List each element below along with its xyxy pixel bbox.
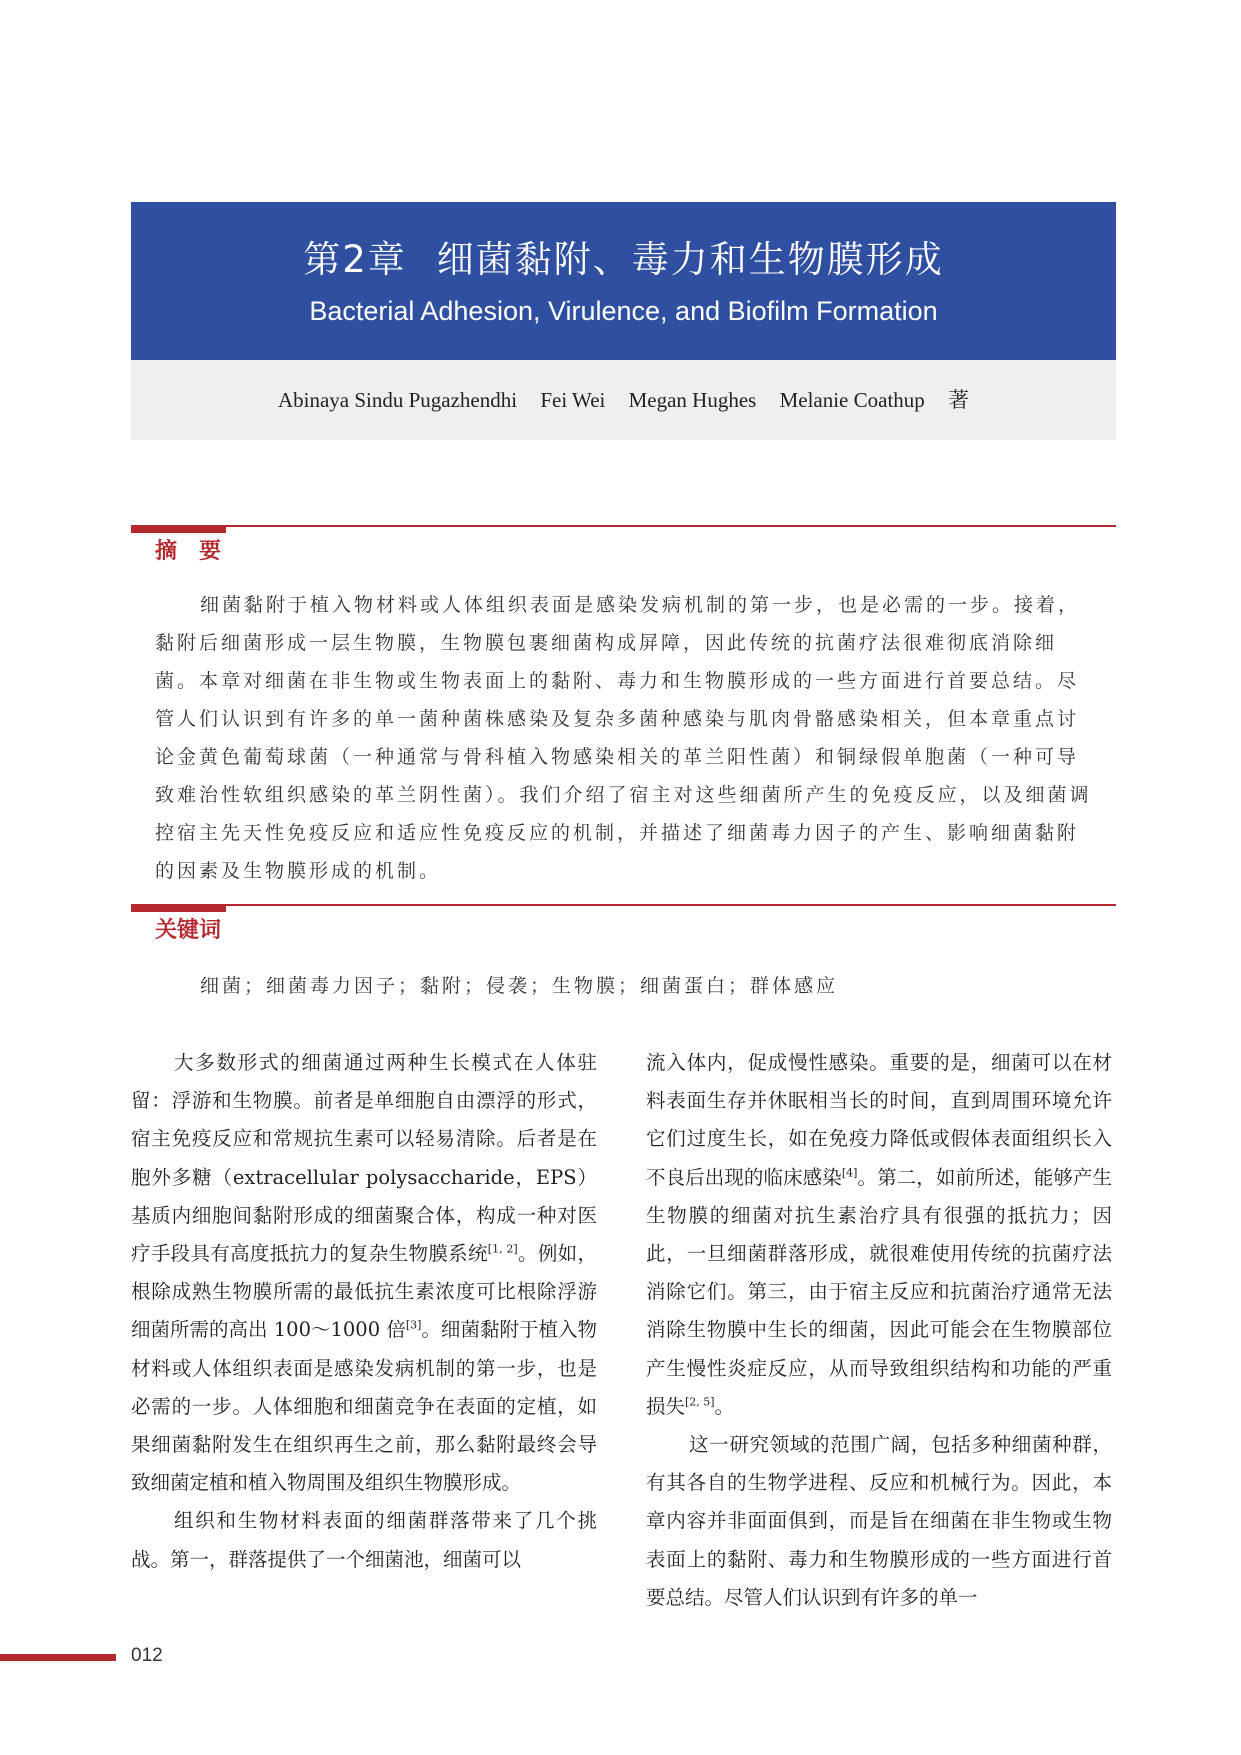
citation: [1, 2]	[487, 1242, 518, 1256]
author-name: Fei Wei	[540, 388, 606, 412]
paragraph-text: 。第二，如前所述，能够产生生物膜的细菌对抗生素治疗具有很强的抵抗力；因此，一旦细菌群落形成，就很难使用传统的抗菌疗法消除它们。第三，由于宿主反应和抗菌治疗通常无法消除生物膜中生长的细菌，因此可能会在生物膜部位产生慢性炎症反应，从而导致组织结构和功能的严重损失	[646, 1165, 1112, 1418]
chapter-title-cn-text: 细菌黏附、毒力和生物膜形成	[436, 238, 944, 281]
body-column-right	[646, 1044, 1112, 1617]
author-suffix: 著	[948, 388, 970, 412]
body-paragraph: 组织和生物材料表面的细菌群落带来了几个挑战。第一，群落提供了一个细菌池，细菌可以	[131, 1509, 597, 1571]
keywords-list: 细菌；细菌毒力因子；黏附；侵袭；生物膜；细菌蛋白；群体感应	[200, 975, 839, 997]
body-paragraph: 这一研究领域的范围广阔，包括多种细菌种群，有其各自的生物学进程、反应和机械行为。因此，本章内容并非面面俱到，而是旨在细菌在非生物或生物表面上的黏附、毒力和生物膜形成的一些方面进行首要总结。尽管人们认识到有许多的单一	[646, 1433, 1112, 1609]
keywords-heading: 关键词	[155, 918, 222, 943]
citation: [2, 5]	[685, 1395, 715, 1409]
keywords-rule	[131, 904, 1116, 906]
citation: [4]	[841, 1166, 858, 1180]
body-paragraph	[131, 1044, 597, 1502]
author-name: Abinaya Sindu Pugazhendhi	[277, 388, 518, 412]
page-number: 012	[131, 1645, 163, 1666]
body-paragraph	[646, 1044, 1112, 1426]
paragraph-text: 。细菌黏附于植入物材料或人体组织表面是感染发病机制的第一步，也是必需的一步。人体细胞和细菌竞争在表面的定植，如果细菌黏附发生在组织再生之前，那么黏附最终会导致细菌定植和植入物周围及组织生物膜形成。	[131, 1318, 597, 1495]
author-name: Megan Hughes	[628, 388, 757, 412]
author-name: Melanie Coathup	[779, 388, 925, 412]
keywords-rule-accent	[131, 904, 226, 912]
author-list	[131, 386, 1116, 414]
body-column-left	[131, 1044, 597, 1579]
paragraph-text: 。	[714, 1394, 735, 1418]
abstract-heading: 摘 要	[155, 539, 222, 564]
abstract-text: 细菌黏附于植入物材料或人体组织表面是感染发病机制的第一步，也是必需的一步。接着，黏附后细菌形成一层生物膜，生物膜包裹细菌构成屏障，因此传统的抗菌疗法很难彻底消除细菌。本章对细菌在非生物或生物表面上的黏附、毒力和生物膜形成的一些方面进行首要总结。尽管人们认识到有许多的单一菌种菌株感染及复杂多菌种感染与肌肉骨骼感染相关，但本章重点讨论金黄色葡萄球菌（一种通常与骨科植入物感染相关的革兰阳性菌）和铜绿假单胞菌（一种可导致难治性软组织感染的革兰阴性菌）。我们介绍了宿主对这些细菌所产生的免疫反应，以及细菌调控宿主先天性免疫反应和适应性免疫反应的机制，并描述了细菌毒力因子的产生、影响细菌黏附的因素及生物膜形成的机制。	[155, 594, 1092, 882]
paragraph-text: 大多数形式的细菌通过两种生长模式在人体驻留：浮游和生物膜。前者是单细胞自由漂浮的形式，宿主免疫反应和常规抗生素可以轻易清除。后者是在胞外多糖（extracellular polysaccharide，EPS）基质内细胞间黏附形成的细菌聚合体，构成一种对医疗手段具有高度抵抗力的复杂生物膜系统	[131, 1051, 597, 1266]
abstract-body	[155, 586, 1095, 890]
chapter-title-en: Bacterial Adhesion, Virulence, and Biofilm Formation	[309, 296, 938, 326]
authors-band	[131, 360, 1116, 440]
footer-accent-bar	[0, 1654, 116, 1661]
chapter-title-banner	[131, 202, 1116, 360]
chapter-number: 第2章	[303, 238, 407, 281]
abstract-rule-accent	[131, 525, 226, 533]
chapter-title-cn	[131, 238, 1116, 282]
paragraph-text: 。例如，根除成熟生物膜所需的最低抗生素浓度可比根除浮游细菌所需的高出 100～1000 倍	[131, 1242, 597, 1342]
paragraph-text: 流入体内，促成慢性感染。重要的是，细菌可以在材料表面生存并休眠相当长的时间，直到周围环境允许它们过度生长，如在免疫力降低或假体表面组织长入不良后出现的临床感染	[646, 1051, 1112, 1189]
citation: [3]	[405, 1318, 422, 1332]
abstract-rule	[131, 525, 1116, 527]
